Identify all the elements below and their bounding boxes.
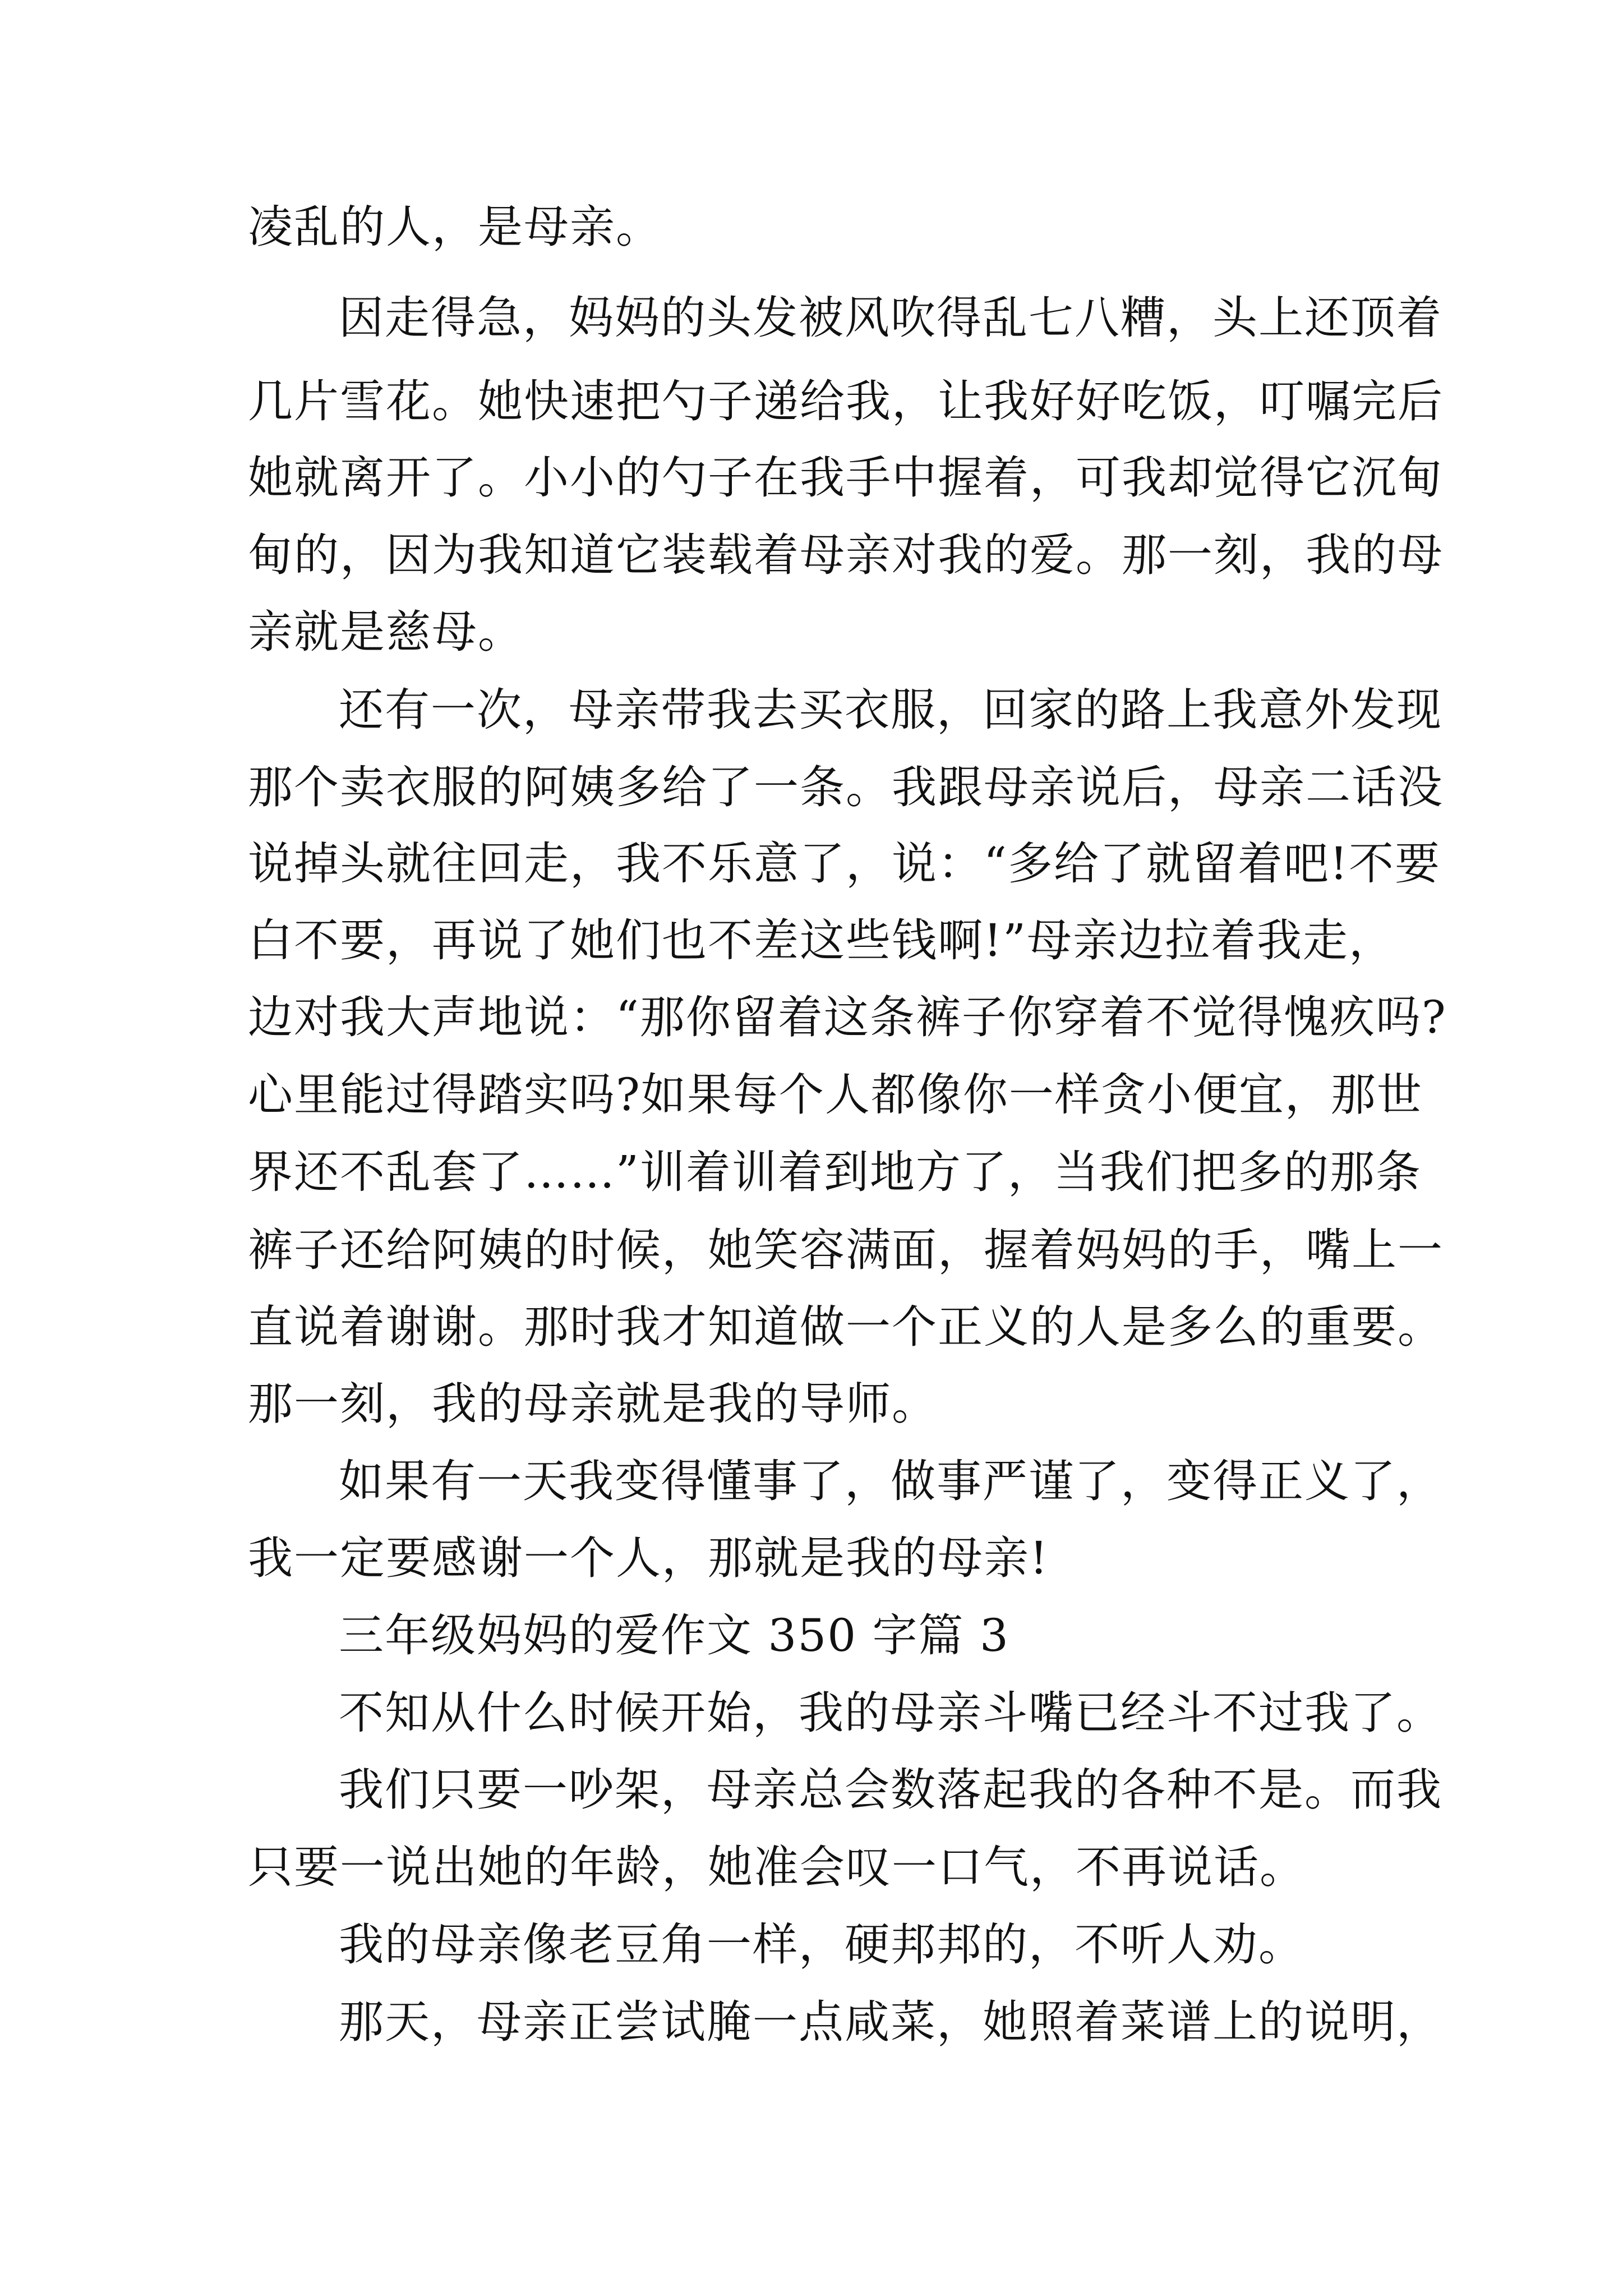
paragraph-line: 我的母亲像老豆角一样，硬邦邦的，不听人劝。 xyxy=(339,1918,1304,1971)
text-line: 她就离开了。小小的勺子在我手中握着，可我却觉得它沉甸 xyxy=(248,452,1444,504)
paragraph-line: 不知从什么时候开始，我的母亲斗嘴已经斗不过我了。 xyxy=(339,1687,1442,1739)
text-line: 甸的，因为我知道它装载着母亲对我的爱。那一刻，我的母 xyxy=(248,529,1444,581)
text-line: 白不要，再说了她们也不差这些钱啊!”母亲边拉着我走， xyxy=(248,914,1395,967)
text-line: 亲就是慈母。 xyxy=(248,606,524,658)
text-line: 心里能过得踏实吗?如果每个人都像你一样贪小便宜，那世 xyxy=(248,1069,1423,1121)
text-line: 我一定要感谢一个人，那就是我的母亲! xyxy=(248,1532,1049,1584)
text-line: 那一刻，我的母亲就是我的导师。 xyxy=(248,1378,938,1430)
text-line: 说掉头就往回走，我不乐意了，说：“多给了就留着吧!不要 xyxy=(248,838,1441,890)
text-line: 只要一说出她的年龄，她准会叹一口气，不再说话。 xyxy=(248,1841,1306,1893)
paragraph-line: 如果有一天我变得懂事了，做事严谨了，变得正义了， xyxy=(339,1455,1442,1507)
text-line: 裤子还给阿姨的时候，她笑容满面，握着妈妈的手，嘴上一 xyxy=(248,1224,1444,1276)
text-line: 界还不乱套了……”训着训着到地方了，当我们把多的那条 xyxy=(248,1146,1422,1198)
paragraph-line: 我们只要一吵架，母亲总会数落起我的各种不是。而我 xyxy=(339,1764,1442,1816)
text-line: 那个卖衣服的阿姨多给了一条。我跟母亲说后，母亲二话没 xyxy=(248,761,1444,813)
text-line: 边对我大声地说：“那你留着这条裤子你穿着不觉得愧疚吗? xyxy=(248,991,1447,1043)
paragraph-line: 因走得急，妈妈的头发被风吹得乱七八糟，头上还顶着 xyxy=(339,292,1442,344)
section-heading: 三年级妈妈的爱作文 350 字篇 3 xyxy=(339,1609,1009,1662)
text-line: 直说着谢谢。那时我才知道做一个正义的人是多么的重要。 xyxy=(248,1301,1444,1353)
text-line: 凌乱的人，是母亲。 xyxy=(248,201,662,253)
paragraph-line: 那天，母亲正尝试腌一点咸菜，她照着菜谱上的说明， xyxy=(339,1996,1442,2048)
text-line: 几片雪花。她快速把勺子递给我，让我好好吃饭，叮嘱完后 xyxy=(248,375,1444,427)
paragraph-line: 还有一次，母亲带我去买衣服，回家的路上我意外发现 xyxy=(339,684,1442,736)
